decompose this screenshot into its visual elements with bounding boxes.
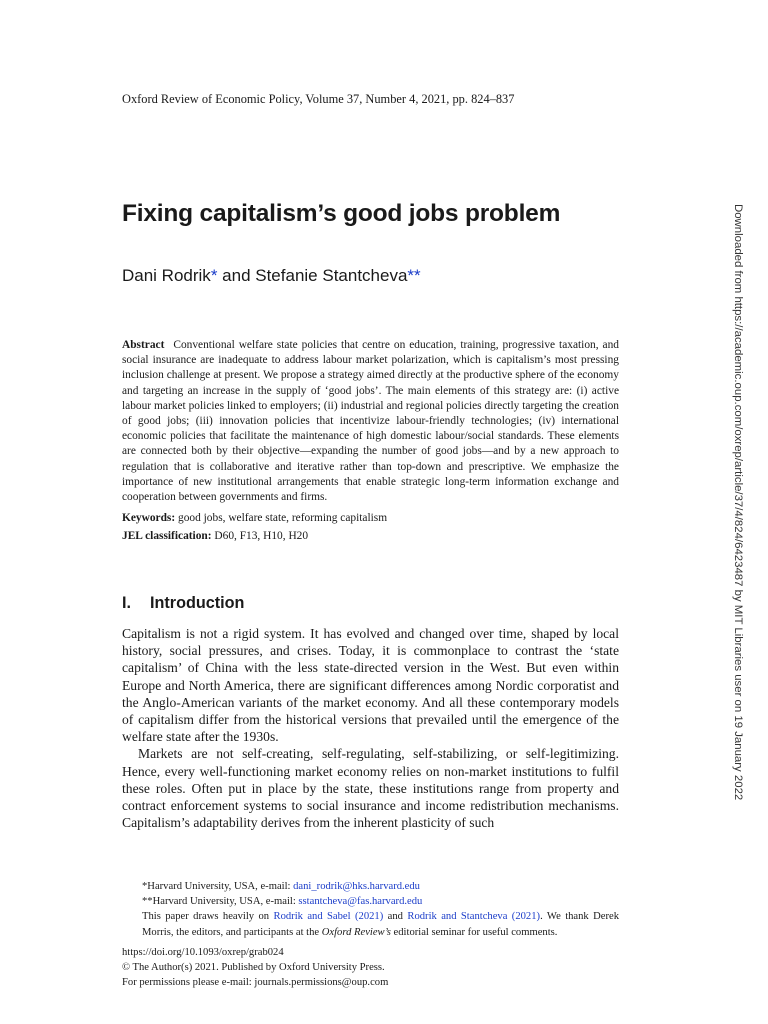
jel-classification-line [122,530,308,542]
author-rodrik-footnote-mark[interactable]: * [210,266,218,285]
footnote-stantcheva [122,894,619,909]
email-link-rodrik[interactable]: dani_rodrik@hks.harvard.edu [293,881,420,892]
ack-journal-name: Oxford Review’s [321,926,391,938]
email-link-stantcheva[interactable]: sstantcheva@fas.harvard.edu [298,896,423,908]
section-number: I. [122,594,131,612]
keywords-value: good jobs, welfare state, reforming capitalism [175,512,388,524]
footnote-stantcheva-affiliation: **Harvard University, USA, e-mail: [142,896,299,908]
jel-label: JEL classification: [122,530,212,542]
keywords-label: Keywords: [122,512,176,524]
author-rodrik: Dani Rodrik [122,266,211,285]
section-heading [122,594,244,613]
abstract [122,338,619,505]
author-line [122,266,421,286]
imprint [122,945,388,991]
ack-text-d: editorial seminar for useful comments. [390,926,558,938]
abstract-text: Conventional welfare state policies that centre on education, training, progressive taxation, and social insurance are inadequate to address labour market polarization, which is capitalism’s most pressing inclusion challenge at present. We propose a strategy aimed directly at the productive sphere of the economy and targeting an increase in the supply of ‘good jobs’. The main elements of this strategy are: (i) active labour market policies linked to employers; (ii) industrial and regional policies directly targeting the creation of good jobs; (iii) innovation policies that incentivize labour-friendly technologies; (iv) international economic policies that facilitate the maintenance of high domestic labour/social standards. These elements are connected both by their objective—expanding the number of good jobs—and by a new approach to regulation that is collaborative and iterative rather than top-down and prescriptive. We emphasize the importance of new institutional arrangements that enable strategic long-term information exchange and cooperation between governments and firms. [122,339,619,504]
permissions-line: For permissions please e-mail: journals.permissions@oup.com [122,977,389,989]
copyright-line: © The Author(s) 2021. Published by Oxford University Press. [122,962,385,974]
footnote-rodrik-affiliation: *Harvard University, USA, e-mail: [142,881,294,892]
author-stantcheva: Stefanie Stantcheva [255,266,408,285]
reference-link-rodrik-stantcheva[interactable]: Rodrik and Stantcheva (2021) [407,911,541,923]
journal-citation: Oxford Review of Economic Policy, Volume 37, Number 4, 2021, pp. 824–837 [122,92,515,106]
author-stantcheva-footnote-mark[interactable]: ** [407,266,421,285]
body-paragraph-1: Capitalism is not a rigid system. It has evolved and changed over time, shaped by local history, social pressures, and crises. Today, it is commonplace to contrast the ‘state capitalism’ of China with the less state-directed version in the West. But even within Europe and North America, there are significant differences among Nordic corporatist and the Anglo-American variants of the market economy. And all these contemporary models of capitalism differ from the historical versions that prevailed until the emergence of the welfare state after the 1930s. [122,626,619,745]
author-conjunction: and [217,266,256,285]
jel-value: D60, F13, H10, H20 [211,530,309,542]
section-title: Introduction [150,594,245,612]
reference-link-rodrik-sabel[interactable]: Rodrik and Sabel (2021) [273,911,384,923]
ack-text-a: This paper draws heavily on [142,911,274,923]
ack-text-b: and [383,911,408,923]
acknowledgement-note [122,909,619,939]
footnote-rodrik [122,879,619,894]
footnotes [122,879,619,940]
body-text [122,625,619,831]
ack-text-c: . We thank Derek Morris, the editors, and participants at the [142,911,620,938]
abstract-label: Abstract [122,339,165,351]
keywords-line [122,512,387,524]
body-paragraph-2: Markets are not self-creating, self-regulating, self-stabilizing, or self-legitimizing. Hence, every well-functioning market economy relies on non-market institutions to fulfil these roles. Often put in place by the state, these institutions range from property and contract enforcement systems to social insurance and income redistribution mechanisms. Capitalism’s adaptability derives from the inherent plasticity of such [122,746,619,831]
article-title: Fixing capitalism’s good jobs problem [122,200,561,227]
doi-line: https://doi.org/10.1093/oxrep/grab024 [122,947,284,958]
download-watermark: Downloaded from https://academic.oup.com/oxrep/article/37/4/824/6423487 by MIT Libraries user on 19 January 2022 [732,204,744,801]
